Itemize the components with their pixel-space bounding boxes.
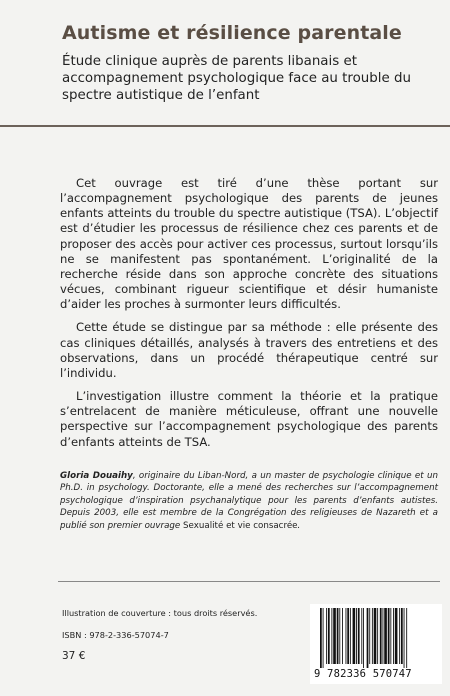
barcode-bar [374, 608, 377, 664]
barcode-bar [372, 608, 373, 664]
barcode-bar [339, 608, 340, 664]
author-bio-text: , originaire du Liban-Nord, a un master de psychologie clinique et un Ph.D. in psychology. Doctorante, elle a mené des recherches sur l’accompagnement psychologique d’inspiration psychanalytique pour les parents d’enfants autistes. Depuis 2003, elle est membre de la Congrégation des religieuses de Nazareth et a publié son premier ouvrage [60, 471, 438, 531]
barcode-bar [353, 608, 356, 664]
barcode-bar [358, 608, 360, 664]
barcode-bar [326, 608, 327, 664]
summary-paragraph-3: L’investigation illustre comment la théorie et la pratique s’entrelacent de manière méticuleuse, offrant une nouvelle perspective sur l’accompagnement psychologique des parents d’enfants atteints de TSA. [60, 389, 438, 449]
bottom-divider [58, 581, 440, 582]
book-subtitle: Étude clinique auprès de parents libanais et accompagnement psychologique face au trouble du spectre autistique de l’enfant [62, 54, 411, 103]
barcode-bar [328, 608, 330, 664]
barcode-bar [384, 608, 387, 664]
barcode-number: 9 782336 570747 [314, 668, 412, 680]
barcode-bar [395, 608, 398, 664]
barcode-bar [401, 608, 403, 664]
author-bio [60, 470, 438, 532]
barcode-bar [388, 608, 390, 664]
barcode-bar [369, 608, 370, 664]
author-bio-end: . [297, 520, 301, 531]
book-title: Autisme et résilience parentale [62, 22, 402, 44]
barcode-bar [331, 608, 332, 664]
isbn: ISBN : 978-2-336-57074-7 [62, 630, 169, 640]
barcode-bar [333, 608, 336, 664]
barcode-bar [382, 608, 383, 664]
summary-paragraph-2: Cette étude se distingue par sa méthode : elle présente des cas cliniques détaillés, analysés à travers des entretiens et des observations, dans un procédé thérapeutique centré sur l’individu. [60, 320, 438, 380]
barcode-bar [337, 608, 339, 664]
barcode-bar [361, 608, 362, 664]
barcode-bar [380, 608, 382, 664]
summary-text [60, 176, 438, 458]
barcode-bar [346, 608, 347, 664]
author-name: Gloria Douaihy [60, 471, 133, 481]
barcode-bar [320, 608, 322, 668]
barcode-bar [377, 608, 378, 664]
barcode-bar [393, 608, 394, 664]
barcode-bar [399, 608, 400, 664]
barcode-bar [404, 608, 405, 668]
barcode-bar [347, 608, 349, 664]
barcode-bar [390, 608, 391, 664]
author-first-work: Sexualité et vie consacrée [183, 520, 298, 531]
top-divider [0, 125, 450, 127]
barcode-bar [350, 608, 351, 664]
barcode-bar [323, 608, 324, 668]
barcode-bar [363, 608, 364, 668]
barcode-bar [406, 608, 407, 668]
barcode-bar [356, 608, 357, 664]
price: 37 € [62, 650, 86, 662]
barcode-bars [320, 608, 434, 668]
barcode-bar [367, 608, 369, 668]
barcode [310, 604, 442, 684]
summary-paragraph-1: Cet ouvrage est tiré d’une thèse portant sur l’accompagnement psychologique des parents de jeunes enfants atteints du trouble du spectre autistique (TSA). L’objectif est d’étudier les processus de résilience chez ces parents et de proposer des accès pour activer ces processus, surtout lorsqu’ils ne se manifestent pas spontanément. L’originalité de la recherche réside dans son approche concrète des situations vécues, combinant rigueur scientifique et désir humaniste d’aider les proches à surmonter leurs difficultés. [60, 176, 438, 312]
cover-credit: Illustration de couverture : tous droits réservés. [62, 608, 258, 618]
barcode-bar [342, 608, 343, 664]
